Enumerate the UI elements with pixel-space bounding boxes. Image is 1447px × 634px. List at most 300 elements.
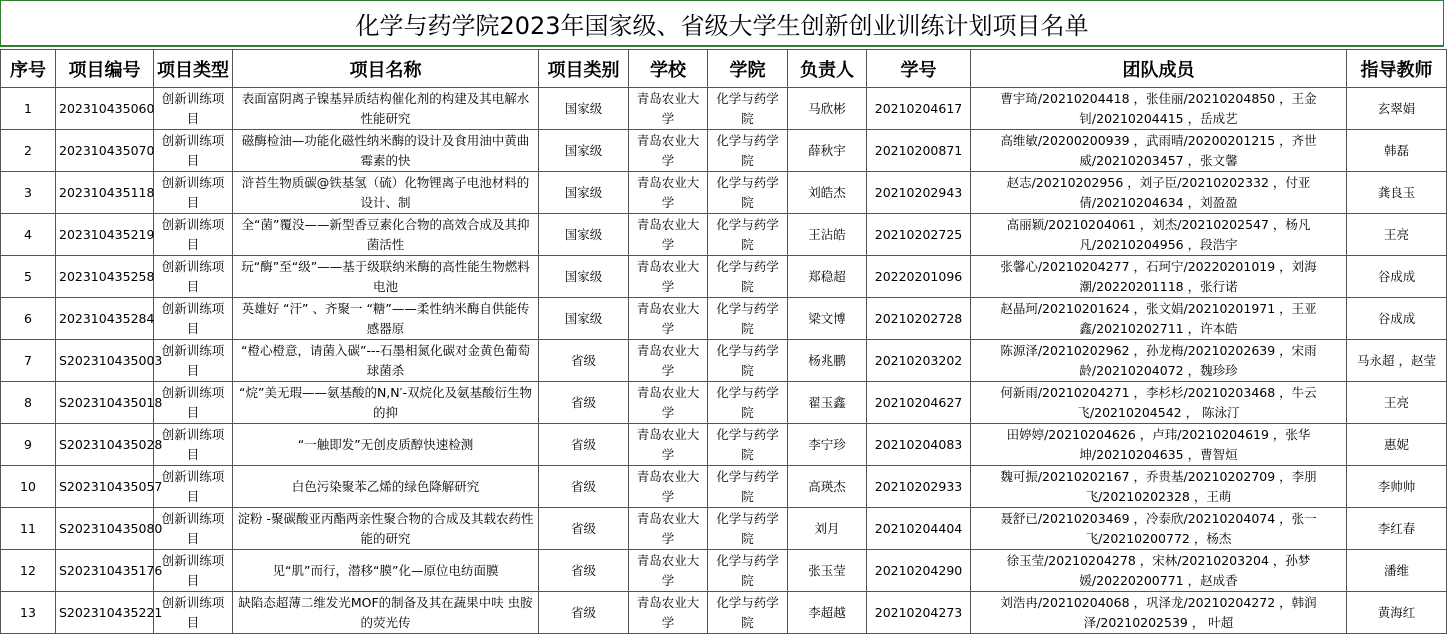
cell-no[interactable]: [1, 592, 56, 634]
cell-leader[interactable]: [788, 508, 867, 550]
cell-leader-text: 刘皓杰: [808, 184, 846, 200]
cell-college[interactable]: [708, 508, 788, 550]
cell-project-name[interactable]: [233, 550, 539, 592]
header-college[interactable]: 学院: [708, 50, 788, 88]
cell-leader[interactable]: [788, 340, 867, 382]
cell-level[interactable]: [539, 88, 629, 130]
cell-members[interactable]: [971, 508, 1347, 550]
cell-school[interactable]: [629, 340, 708, 382]
cell-college[interactable]: [708, 340, 788, 382]
cell-category-text: 创新训练项目: [161, 132, 225, 168]
cell-level[interactable]: [539, 130, 629, 172]
table-row: [1, 88, 1447, 130]
cell-advisor-text: 惠妮: [1383, 436, 1409, 452]
cell-level-text: 省级: [570, 604, 596, 620]
cell-members[interactable]: [971, 424, 1347, 466]
cell-advisor-text: 龚良玉: [1377, 184, 1416, 200]
table-row: [1, 424, 1447, 466]
cell-level-text: 省级: [570, 352, 596, 368]
cell-college[interactable]: [708, 466, 788, 508]
cell-school[interactable]: [629, 382, 708, 424]
cell-leader[interactable]: [788, 130, 867, 172]
cell-code-text: 202310435284: [59, 310, 155, 326]
cell-members-text: 陈源泽/20210202962 ，孙龙梅/20210202639 ，宋雨龄/20210204072 ，魏珍珍: [1000, 342, 1317, 378]
cell-members[interactable]: [971, 550, 1347, 592]
cell-advisor[interactable]: [1347, 382, 1447, 424]
cell-advisor[interactable]: [1347, 172, 1447, 214]
cell-category[interactable]: [154, 382, 233, 424]
cell-student-id-text: 20210204290: [874, 562, 963, 578]
cell-category-text: 创新训练项目: [161, 384, 225, 420]
cell-advisor-text: 马永超 ，赵莹: [1357, 352, 1436, 368]
table-row: [1, 340, 1447, 382]
cell-level-text: 国家级: [564, 226, 603, 242]
cell-student-id-text: 20220201096: [874, 268, 963, 284]
cell-college-text: 化学与药学院: [716, 216, 779, 252]
cell-code-text: 202310435060: [59, 100, 155, 116]
cell-no-text: 5: [24, 268, 32, 284]
cell-leader-text: 李宁珍: [808, 436, 846, 452]
cell-school-text: 青岛农业大学: [636, 426, 700, 462]
cell-leader[interactable]: [788, 298, 867, 340]
cell-advisor-text: 黄海红: [1377, 604, 1416, 620]
cell-category-text: 创新训练项目: [161, 594, 225, 630]
cell-school-text: 青岛农业大学: [636, 552, 700, 588]
cell-college-text: 化学与药学院: [716, 342, 779, 378]
cell-no-text: 12: [20, 562, 36, 578]
cell-code-text: 202310435118: [59, 184, 155, 200]
cell-category-text: 创新训练项目: [161, 90, 225, 126]
cell-leader[interactable]: [788, 214, 867, 256]
cell-category-text: 创新训练项目: [161, 510, 225, 546]
cell-code[interactable]: [56, 340, 163, 382]
cell-level[interactable]: [539, 508, 629, 550]
cell-category[interactable]: [154, 466, 233, 508]
cell-college[interactable]: [708, 592, 788, 634]
cell-level-text: 省级: [570, 478, 596, 494]
cell-category-text: 创新训练项目: [161, 552, 225, 588]
cell-project-name-text: 见“肌”而行，潜移“膜”化—原位电纺面膜: [272, 562, 499, 578]
cell-category[interactable]: [154, 340, 233, 382]
cell-no[interactable]: [1, 508, 56, 550]
cell-leader[interactable]: [788, 424, 867, 466]
cell-project-name-text: 全“菌”覆没——新型香豆素化合物的高效合成及其抑菌活性: [241, 216, 530, 252]
header-level[interactable]: 项目类别: [539, 50, 629, 88]
table-row: [1, 382, 1447, 424]
cell-school-text: 青岛农业大学: [636, 594, 700, 630]
cell-level[interactable]: [539, 382, 629, 424]
cell-no[interactable]: [1, 382, 56, 424]
cell-school-text: 青岛农业大学: [636, 384, 700, 420]
cell-members[interactable]: [971, 298, 1347, 340]
cell-leader-text: 翟玉鑫: [808, 394, 846, 410]
cell-school[interactable]: [629, 508, 708, 550]
cell-leader[interactable]: [788, 466, 867, 508]
cell-advisor[interactable]: [1347, 550, 1447, 592]
cell-category[interactable]: [154, 550, 233, 592]
cell-leader-text: 马欣彬: [808, 100, 846, 116]
table-row: [1, 130, 1447, 172]
cell-leader[interactable]: [788, 550, 867, 592]
cell-leader-text: 梁文博: [808, 310, 846, 326]
cell-college[interactable]: [708, 550, 788, 592]
cell-code-text: 202310435258: [59, 268, 155, 284]
cell-advisor[interactable]: [1347, 424, 1447, 466]
cell-advisor[interactable]: [1347, 130, 1447, 172]
cell-members[interactable]: [971, 88, 1347, 130]
header-members[interactable]: 团队成员: [971, 50, 1347, 88]
cell-project-name[interactable]: [233, 214, 539, 256]
cell-members[interactable]: [971, 466, 1347, 508]
cell-no-text: 4: [24, 226, 32, 242]
cell-school[interactable]: [629, 298, 708, 340]
cell-level[interactable]: [539, 340, 629, 382]
cell-category[interactable]: [154, 172, 233, 214]
cell-school[interactable]: [629, 424, 708, 466]
cell-student-id-text: 20210202943: [874, 184, 963, 200]
cell-school[interactable]: [629, 88, 708, 130]
cell-school-text: 青岛农业大学: [636, 300, 700, 336]
cell-student-id-text: 20210204404: [874, 520, 963, 536]
cell-category[interactable]: [154, 508, 233, 550]
cell-college[interactable]: [708, 130, 788, 172]
cell-student-id-text: 20210204617: [874, 100, 963, 116]
cell-level-text: 省级: [570, 394, 596, 410]
cell-no-text: 13: [20, 604, 36, 620]
cell-project-name[interactable]: [233, 130, 539, 172]
cell-school[interactable]: [629, 550, 708, 592]
cell-level[interactable]: [539, 466, 629, 508]
cell-student-id[interactable]: [867, 88, 971, 130]
cell-school-text: 青岛农业大学: [636, 342, 700, 378]
cell-code-text: S202310435080: [59, 520, 163, 536]
cell-members-text: 赵晶珂/20210201624 ，张文娟/20210201971 ，王亚鑫/20210202711 ，许本皓: [1000, 300, 1317, 336]
cell-no-text: 6: [24, 310, 32, 326]
cell-code-text: S202310435057: [59, 478, 163, 494]
cell-members[interactable]: [971, 340, 1347, 382]
cell-no-text: 2: [24, 142, 32, 158]
cell-school-text: 青岛农业大学: [636, 468, 700, 504]
cell-advisor[interactable]: [1347, 214, 1447, 256]
cell-level[interactable]: [539, 256, 629, 298]
cell-school[interactable]: [629, 214, 708, 256]
cell-student-id-text: 20210203202: [874, 352, 963, 368]
cell-code-text: S202310435003: [59, 352, 163, 368]
cell-category-text: 创新训练项目: [161, 300, 225, 336]
cell-college-text: 化学与药学院: [716, 426, 779, 462]
cell-project-name[interactable]: [233, 382, 539, 424]
cell-level-text: 国家级: [564, 100, 603, 116]
cell-project-name[interactable]: [233, 172, 539, 214]
table-row: [1, 256, 1447, 298]
cell-student-id[interactable]: [867, 172, 971, 214]
cell-school-text: 青岛农业大学: [636, 132, 700, 168]
cell-members[interactable]: [971, 172, 1347, 214]
cell-college-text: 化学与药学院: [716, 468, 779, 504]
cell-no[interactable]: [1, 466, 56, 508]
cell-no[interactable]: [1, 256, 56, 298]
cell-members[interactable]: [971, 130, 1347, 172]
cell-advisor[interactable]: [1347, 340, 1447, 382]
cell-school-text: 青岛农业大学: [636, 510, 700, 546]
cell-members-text: 刘浩冉/20210204068 ，巩泽龙/20210204272 ，韩润泽/20210202539 ， 叶超: [1000, 594, 1317, 630]
cell-members[interactable]: [971, 592, 1347, 634]
cell-project-name[interactable]: [233, 256, 539, 298]
cell-code[interactable]: [56, 592, 163, 634]
cell-members-text: 高维敏/20200200939 ，武雨晴/20200201215 ，齐世威/20210203457 ，张文馨: [1000, 132, 1317, 168]
cell-code-text: S202310435176: [59, 562, 163, 578]
cell-category[interactable]: [154, 130, 233, 172]
cell-leader-text: 高瑛杰: [808, 478, 846, 494]
cell-members-text: 张馨心/20210204277 ，石珂宁/20220201019 ，刘海潮/20220201118 ，张行诺: [1000, 258, 1317, 294]
header-name[interactable]: 项目名称: [233, 50, 539, 88]
cell-no[interactable]: [1, 550, 56, 592]
cell-code[interactable]: [56, 550, 163, 592]
cell-advisor[interactable]: [1347, 256, 1447, 298]
cell-advisor-text: 李帅帅: [1377, 478, 1416, 494]
cell-members-text: 田婷婷/20210204626 ，卢玮/20210204619 ，张华坤/20210204635 ，曹智烜: [1006, 426, 1311, 462]
cell-project-name-text: 表面富阴离子镍基异质结构催化剂的构建及其电解水性能研究: [241, 90, 530, 126]
cell-school-text: 青岛农业大学: [636, 90, 700, 126]
cell-leader[interactable]: [788, 172, 867, 214]
cell-student-id-text: 20210202728: [874, 310, 963, 326]
cell-college[interactable]: [708, 424, 788, 466]
page-title: 化学与药学院2023年国家级、省级大学生创新创业训练计划项目名单: [355, 11, 1089, 40]
cell-college[interactable]: [708, 214, 788, 256]
cell-category-text: 创新训练项目: [161, 426, 225, 462]
cell-leader[interactable]: [788, 256, 867, 298]
cell-code[interactable]: [56, 382, 163, 424]
cell-student-id-text: 20210204627: [874, 394, 963, 410]
cell-advisor[interactable]: [1347, 88, 1447, 130]
cell-no[interactable]: [1, 298, 56, 340]
cell-advisor[interactable]: [1347, 298, 1447, 340]
cell-advisor-text: 潘维: [1383, 562, 1409, 578]
project-table: [0, 49, 1447, 634]
cell-category-text: 创新训练项目: [161, 174, 225, 210]
cell-project-name-text: 浒苔生物质碳@铁基氢（硫）化物锂离子电池材料的设计、制: [241, 174, 530, 210]
cell-no-text: 3: [24, 184, 32, 200]
table-row: [1, 508, 1447, 550]
cell-leader-text: 杨兆鹏: [808, 352, 846, 368]
cell-advisor-text: 李红春: [1377, 520, 1416, 536]
cell-student-id[interactable]: [867, 382, 971, 424]
cell-level[interactable]: [539, 592, 629, 634]
cell-advisor[interactable]: [1347, 592, 1447, 634]
cell-student-id[interactable]: [867, 298, 971, 340]
cell-code[interactable]: [56, 88, 154, 130]
cell-project-name[interactable]: [233, 466, 539, 508]
cell-category-text: 创新训练项目: [161, 216, 225, 252]
cell-advisor-text: 韩磊: [1383, 142, 1409, 158]
cell-category[interactable]: [154, 592, 233, 634]
cell-category-text: 创新训练项目: [161, 342, 225, 378]
cell-college-text: 化学与药学院: [716, 132, 779, 168]
header-advisor[interactable]: 指导教师: [1347, 50, 1447, 88]
cell-college-text: 化学与药学院: [716, 384, 779, 420]
cell-advisor[interactable]: [1347, 508, 1447, 550]
cell-college-text: 化学与药学院: [716, 552, 779, 588]
cell-no-text: 7: [24, 352, 32, 368]
cell-project-name-text: 白色污染聚苯乙烯的绿色降解研究: [291, 478, 480, 494]
cell-members-text: 赵志/20210202956 ，刘子臣/20210202332 ，付亚倩/20210204634 ，刘盈盈: [1006, 174, 1311, 210]
cell-school-text: 青岛农业大学: [636, 258, 700, 294]
cell-code[interactable]: [56, 508, 163, 550]
cell-college[interactable]: [708, 256, 788, 298]
cell-project-name-text: 玩“酶”至“级”——基于级联纳米酶的高性能生物燃料电池: [241, 258, 530, 294]
cell-category[interactable]: [154, 88, 233, 130]
cell-advisor-text: 玄翠娟: [1377, 100, 1416, 116]
cell-student-id-text: 20210200871: [874, 142, 963, 158]
cell-code[interactable]: [56, 466, 163, 508]
cell-school[interactable]: [629, 466, 708, 508]
cell-code-text: S202310435221: [59, 604, 163, 620]
cell-college-text: 化学与药学院: [716, 300, 779, 336]
cell-no[interactable]: [1, 88, 56, 130]
cell-category[interactable]: [154, 298, 233, 340]
cell-student-id[interactable]: [867, 214, 971, 256]
cell-code-text: S202310435028: [59, 436, 163, 452]
cell-no-text: 1: [24, 100, 32, 116]
cell-student-id[interactable]: [867, 466, 971, 508]
cell-code[interactable]: [56, 172, 154, 214]
cell-advisor-text: 谷成成: [1377, 310, 1416, 326]
cell-student-id[interactable]: [867, 130, 971, 172]
cell-advisor-text: 谷成成: [1377, 268, 1416, 284]
cell-college-text: 化学与药学院: [716, 174, 779, 210]
cell-members-text: 魏可振/20210202167 ，乔贵基/20210202709 ，李朋飞/20210202328 ，王萌: [1000, 468, 1317, 504]
table-row: [1, 172, 1447, 214]
cell-project-name[interactable]: [233, 88, 539, 130]
cell-advisor[interactable]: [1347, 466, 1447, 508]
cell-code[interactable]: [56, 214, 154, 256]
cell-student-id-text: 20210202933: [874, 478, 963, 494]
cell-college[interactable]: [708, 88, 788, 130]
cell-code-text: 202310435070: [59, 142, 155, 158]
cell-members[interactable]: [971, 214, 1347, 256]
cell-code-text: 202310435219: [59, 226, 155, 242]
cell-project-name-text: “橙心橙意，请菌入碳”---石墨相氮化碳对金黄色葡萄球菌杀: [241, 342, 530, 378]
cell-student-id-text: 20210204273: [874, 604, 963, 620]
cell-school[interactable]: [629, 172, 708, 214]
cell-advisor-text: 王亮: [1383, 394, 1409, 410]
cell-level[interactable]: [539, 550, 629, 592]
cell-no[interactable]: [1, 424, 56, 466]
cell-level[interactable]: [539, 172, 629, 214]
table-row: [1, 298, 1447, 340]
cell-leader[interactable]: [788, 592, 867, 634]
cell-student-id[interactable]: [867, 592, 971, 634]
cell-project-name[interactable]: [233, 508, 539, 550]
cell-no[interactable]: [1, 214, 56, 256]
table-row: [1, 214, 1447, 256]
cell-school[interactable]: [629, 256, 708, 298]
cell-no[interactable]: [1, 340, 56, 382]
cell-level[interactable]: [539, 424, 629, 466]
cell-no-text: 9: [24, 436, 32, 452]
cell-advisor-text: 王亮: [1383, 226, 1409, 242]
cell-student-id[interactable]: [867, 424, 971, 466]
cell-no[interactable]: [1, 172, 56, 214]
cell-level[interactable]: [539, 214, 629, 256]
cell-project-name-text: “烷”美无瑕——氨基酸的N,N′-双烷化及氨基酸衍生物的抑: [239, 384, 532, 420]
cell-project-name[interactable]: [233, 340, 539, 382]
cell-leader-text: 张玉莹: [808, 562, 846, 578]
cell-leader-text: 李超越: [808, 604, 846, 620]
cell-code[interactable]: [56, 130, 154, 172]
cell-project-name-text: 缺陷态超薄二维发光MOF的制备及其在蔬果中呋 虫胺的荧光传: [238, 594, 533, 630]
cell-college[interactable]: [708, 172, 788, 214]
cell-project-name-text: 英雄好 “汗” 、齐聚一 “糖”——柔性纳米酶自供能传感器原: [241, 300, 530, 336]
cell-no-text: 10: [20, 478, 36, 494]
header-code[interactable]: 项目编号: [56, 50, 154, 88]
table-row: [1, 466, 1447, 508]
cell-level[interactable]: [539, 298, 629, 340]
cell-no-text: 11: [20, 520, 36, 536]
cell-members[interactable]: [971, 382, 1347, 424]
cell-members[interactable]: [971, 256, 1347, 298]
cell-no[interactable]: [1, 130, 56, 172]
cell-college[interactable]: [708, 382, 788, 424]
cell-category[interactable]: [154, 256, 233, 298]
cell-student-id[interactable]: [867, 508, 971, 550]
cell-category[interactable]: [154, 424, 233, 466]
header-student-id[interactable]: 学号: [867, 50, 971, 88]
cell-student-id[interactable]: [867, 550, 971, 592]
cell-code[interactable]: [56, 298, 154, 340]
cell-leader[interactable]: [788, 88, 867, 130]
cell-category-text: 创新训练项目: [161, 258, 225, 294]
cell-leader[interactable]: [788, 382, 867, 424]
cell-project-name[interactable]: [233, 298, 539, 340]
header-category[interactable]: 项目类型: [154, 50, 233, 88]
cell-student-id[interactable]: [867, 340, 971, 382]
cell-project-name-text: 淀粉 -聚碳酸亚丙酯两亲性聚合物的合成及其载农药性能的研究: [237, 510, 534, 546]
table-row: [1, 550, 1447, 592]
cell-project-name-text: 磁酶检油—功能化磁性纳米酶的设计及食用油中黄曲霉素的快: [241, 132, 530, 168]
cell-code-text: S202310435018: [59, 394, 163, 410]
cell-category[interactable]: [154, 214, 233, 256]
table-row: [1, 592, 1447, 634]
header-leader[interactable]: 负责人: [788, 50, 867, 88]
cell-student-id[interactable]: [867, 256, 971, 298]
cell-code[interactable]: [56, 424, 163, 466]
cell-leader-text: 王沾皓: [808, 226, 846, 242]
header-row: [1, 50, 1447, 88]
cell-project-name[interactable]: [233, 424, 539, 466]
cell-school[interactable]: [629, 592, 708, 634]
sheet-title-cell[interactable]: [0, 0, 1444, 47]
cell-student-id-text: 20210204083: [874, 436, 963, 452]
cell-school-text: 青岛农业大学: [636, 174, 700, 210]
cell-level-text: 省级: [570, 520, 596, 536]
cell-college-text: 化学与药学院: [716, 258, 779, 294]
cell-school[interactable]: [629, 130, 708, 172]
cell-project-name-text: “一触即发”无创皮质醇快速检测: [297, 436, 474, 452]
cell-student-id-text: 20210202725: [874, 226, 963, 242]
cell-level-text: 国家级: [564, 310, 603, 326]
cell-members-text: 曹宇琦/20210204418 ，张佳丽/20210204850 ，王金钊/20210204415 ，岳成艺: [1000, 90, 1317, 126]
cell-project-name[interactable]: [233, 592, 539, 634]
table-body: [1, 88, 1447, 634]
cell-code[interactable]: [56, 256, 154, 298]
cell-members-text: 何新雨/20210204271 ，李杉杉/20210203468 ，牛云飞/20210204542 ， 陈泳汀: [1000, 384, 1317, 420]
cell-college-text: 化学与药学院: [716, 594, 779, 630]
header-school[interactable]: 学校: [629, 50, 708, 88]
cell-college[interactable]: [708, 298, 788, 340]
cell-leader-text: 郑稳超: [808, 268, 846, 284]
header-no[interactable]: 序号: [1, 50, 56, 88]
